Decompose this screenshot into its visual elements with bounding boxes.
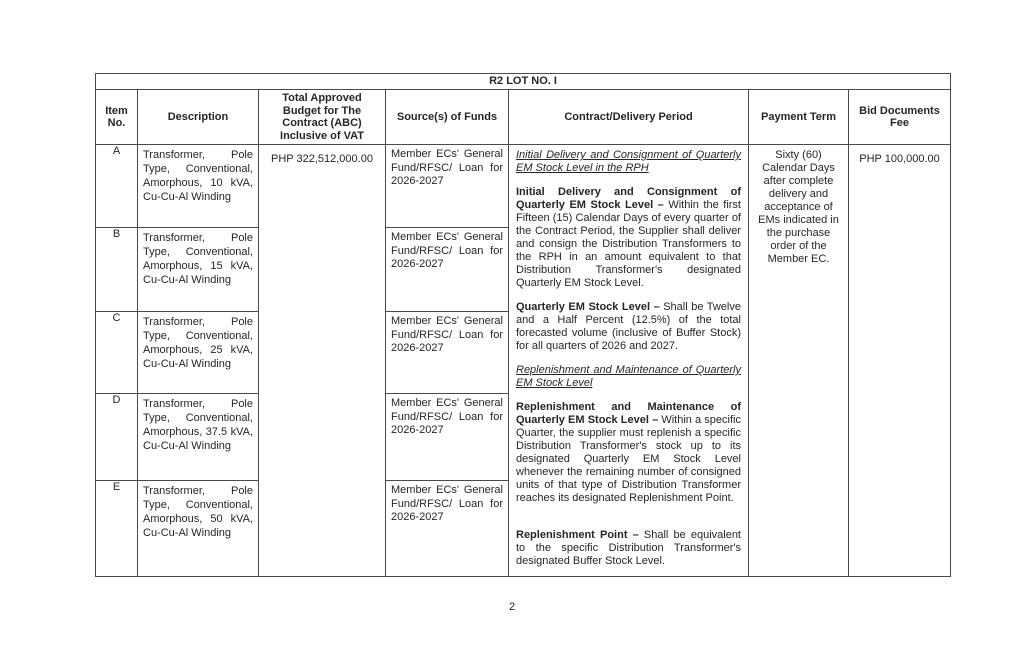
contract-para-body: Shall be equivalent to the specific Distribution Transformer's designated Buffer Stock Level. [516,529,741,567]
contract-para-lead: Replenishment and Maintenance of Quarterly EM Stock Level – [516,401,741,426]
item-no-e: E [96,481,138,577]
contract-para-lead: Replenishment Point – [516,529,639,541]
contract-para-quarterly-stock [516,301,741,353]
col-header-abc: Total Approved Budget for The Contract (ABC) Inclusive of VAT [259,90,386,145]
table-row [96,145,951,228]
contract-para-body: Within the first Fifteen (15) Calendar Days of every quarter of the Contract Period, the Supplier shall deliver and consign the Distribution Transformers to the RPH in an amount equivalent to that Distribution Transformer's designated Quarterly EM Stock Level. [516,199,741,289]
source-of-funds-c: Member ECs' General Fund/RFSC/ Loan for 2026-2027 [386,312,509,394]
col-header-fee: Bid Documents Fee [849,90,951,145]
contract-para-initial-delivery [516,186,741,290]
col-header-source: Source(s) of Funds [386,90,509,145]
header-row [96,90,951,145]
source-of-funds-d: Member ECs' General Fund/RFSC/ Loan for 2026-2027 [386,394,509,481]
source-of-funds-b: Member ECs' General Fund/RFSC/ Loan for 2026-2027 [386,228,509,312]
contract-para-lead: Quarterly EM Stock Level – [516,301,660,313]
source-of-funds-e: Member ECs' General Fund/RFSC/ Loan for 2026-2027 [386,481,509,577]
item-no-a: A [96,145,138,228]
item-no-c: C [96,312,138,394]
contract-heading-replenishment: Replenishment and Maintenance of Quarterly EM Stock Level [516,364,741,389]
description-b: Transformer, Pole Type, Conventional, Amorphous, 15 kVA, Cu-Cu-Al Winding [138,228,259,312]
description-d: Transformer, Pole Type, Conventional, Amorphous, 37.5 kVA, Cu-Cu-Al Winding [138,394,259,481]
item-no-b: B [96,228,138,312]
item-no-d: D [96,394,138,481]
contract-para-body: Within a specific Quarter, the supplier must replenish a specific Distribution Transformer's stock up to its designated Quarterly EM Stock Level whenever the remaining number of consigned units of that type of Distribution Transformer reaches its designated Replenishment Point. [516,414,741,504]
contract-para-replenishment-point [516,529,741,568]
lot-table [95,73,951,577]
contract-heading-initial: Initial Delivery and Consignment of Quarterly EM Stock Level in the RPH [516,149,741,174]
contract-para-lead: Initial Delivery and Consignment of Quarterly EM Stock Level – [516,186,741,211]
col-header-contract: Contract/Delivery Period [509,90,749,145]
contract-delivery-period [509,145,749,577]
col-header-description: Description [138,90,259,145]
page-number: 2 [508,601,516,613]
col-header-payment: Payment Term [749,90,849,145]
contract-para-replenishment [516,401,741,505]
description-e: Transformer, Pole Type, Conventional, Amorphous, 50 kVA, Cu-Cu-Al Winding [138,481,259,577]
description-a: Transformer, Pole Type, Conventional, Amorphous, 10 kVA, Cu-Cu-Al Winding [138,145,259,228]
table-title: R2 LOT NO. I [96,74,951,90]
source-of-funds-a: Member ECs' General Fund/RFSC/ Loan for 2026-2027 [386,145,509,228]
description-c: Transformer, Pole Type, Conventional, Amorphous, 25 kVA, Cu-Cu-Al Winding [138,312,259,394]
abc-value: PHP 322,512,000.00 [259,145,386,577]
bid-documents-fee: PHP 100,000.00 [849,145,951,577]
col-header-item-no: Item No. [96,90,138,145]
payment-term: Sixty (60) Calendar Days after complete delivery and acceptance of EMs indicated in the purchase order of the Member EC. [749,145,849,577]
contract-para-body: Shall be Twelve and a Half Percent (12.5%) of the total forecasted volume (inclusive of Buffer Stock) for all quarters of 2026 and 2027. [516,301,741,352]
